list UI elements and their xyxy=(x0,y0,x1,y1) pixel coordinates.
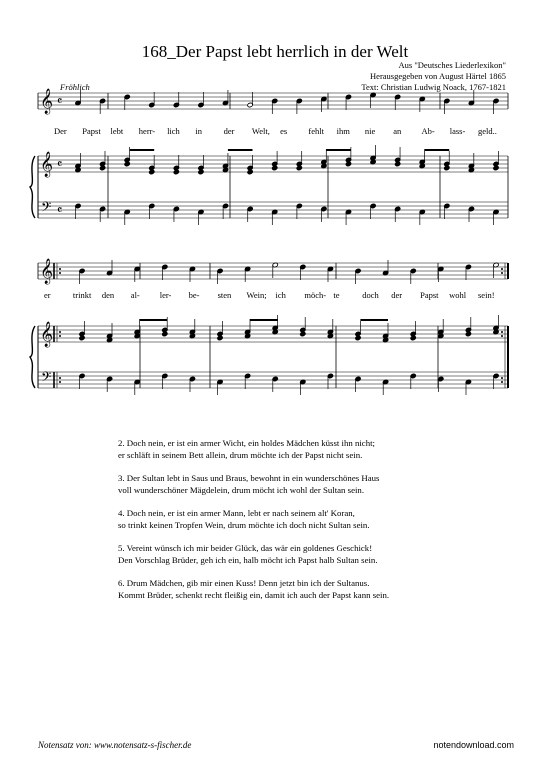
verse-line: 2. Doch nein, er ist ein armer Wicht, ein holdes Mädchen küsst ihn nicht; xyxy=(118,438,375,448)
footer-site: notendownload.com xyxy=(433,740,514,750)
verse-line: 5. Vereint wünsch ich mir beider Glück, das wär ein goldenes Geschick! xyxy=(118,543,373,553)
treble-note xyxy=(149,169,155,174)
treble-note xyxy=(247,169,253,174)
repeat-dot xyxy=(501,331,503,333)
repeat-dot xyxy=(501,335,503,337)
footer-engraver: Notensatz von: www.notensatz-s-fischer.de xyxy=(38,740,192,750)
lyric-syllable: lich xyxy=(167,126,180,136)
lyric-syllable: Welt, xyxy=(251,126,270,136)
treble-note xyxy=(465,331,471,336)
lyric-syllable: be- xyxy=(188,290,200,300)
lyric-syllable: der xyxy=(391,290,403,300)
treble-note xyxy=(444,165,450,170)
lyric-syllable: te xyxy=(333,290,340,300)
source-credit: Aus "Deutsches Liederlexikon" xyxy=(398,60,506,70)
text-author-credit: Text: Christian Ludwig Noack, 1767-1821 xyxy=(361,82,506,92)
lyric-syllable: lebt xyxy=(110,126,124,136)
grand-staff-brace xyxy=(30,156,35,218)
verse-2 xyxy=(118,437,389,461)
lyric-syllable: doch xyxy=(362,290,379,300)
lyric-syllable: Wein; xyxy=(246,290,267,300)
repeat-dot xyxy=(59,381,61,383)
lyric-syllable: sein! xyxy=(478,290,495,300)
treble-note xyxy=(410,335,416,340)
lyric-syllable: ler- xyxy=(159,290,172,300)
verse-line: Kommt Brüder, schenkt recht fleißig ein, damit ich auch der Papst kann sein. xyxy=(118,590,390,600)
verse-3 xyxy=(118,472,389,496)
treble-note xyxy=(217,335,223,340)
repeat-dot xyxy=(59,272,61,274)
lyric-syllable: er xyxy=(44,290,51,300)
lyric-syllable: al- xyxy=(130,290,140,300)
lyric-syllable: ich xyxy=(275,290,286,300)
editor-credit: Herausgegeben von August Härtel 1865 xyxy=(370,71,506,81)
treble-note xyxy=(296,165,302,170)
lyric-syllable: wohl xyxy=(449,290,467,300)
lyric-syllable: es xyxy=(280,126,288,136)
lyric-syllable: Der xyxy=(54,126,67,136)
treble-note xyxy=(493,165,499,170)
treble-note xyxy=(345,161,351,166)
verse-5 xyxy=(118,542,389,566)
verse-line: er schläft in seinem Bett allein, drum möchte ich der Papst nicht sein. xyxy=(118,450,363,460)
treble-note xyxy=(124,161,130,166)
lyric-syllable: lass- xyxy=(449,126,466,136)
verse-line: so trinkt keinen Tropfen Wein, drum möchte ich doch nicht Sultan sein. xyxy=(118,520,370,530)
repeat-dot xyxy=(501,272,503,274)
lyric-syllable: an xyxy=(393,126,402,136)
lyric-syllable: sten xyxy=(217,290,232,300)
bass-clef: 𝄢 xyxy=(41,199,52,218)
common-time: 𝄴 xyxy=(57,157,63,171)
lyric-syllable: der xyxy=(223,126,235,136)
treble-note xyxy=(355,335,361,340)
treble-note xyxy=(198,169,204,174)
repeat-dot xyxy=(501,268,503,270)
verse-line: 4. Doch nein, er ist ein armer Mann, lebt er nach seinem alt' Koran, xyxy=(118,508,355,518)
page-title: 168_Der Papst lebt herrlich in der Welt xyxy=(141,42,409,61)
treble-clef: 𝄞 xyxy=(40,152,54,177)
treble-note xyxy=(395,161,401,166)
verses xyxy=(118,437,389,612)
lyric-syllable: Papst xyxy=(420,290,439,300)
lyric-syllable: Papst xyxy=(82,126,101,136)
common-time: 𝄴 xyxy=(57,94,63,108)
grand-staff-brace xyxy=(30,326,35,388)
lyric-syllable: möch- xyxy=(304,290,327,300)
treble-clef: 𝄞 xyxy=(40,259,54,284)
repeat-dot xyxy=(501,377,503,379)
lyric-syllable: ihm xyxy=(336,126,350,136)
repeat-dot xyxy=(501,381,503,383)
treble-note xyxy=(272,165,278,170)
lyric-syllable: herr- xyxy=(138,126,156,136)
treble-clef: 𝄞 xyxy=(40,322,54,347)
lyric-syllable: fehlt xyxy=(308,126,324,136)
lyric-syllable: trinkt xyxy=(72,290,92,300)
repeat-dot xyxy=(59,331,61,333)
verse-6 xyxy=(118,577,389,601)
verse-line: 3. Der Sultan lebt in Saus und Braus, bewohnt in ein wunderschönes Haus xyxy=(118,473,380,483)
verse-line: Den Vorschlag Brüder, geh ich ein, halb möcht ich Papst halb Sultan sein. xyxy=(118,555,378,565)
bass-clef: 𝄢 xyxy=(41,369,52,388)
treble-note xyxy=(79,335,85,340)
verse-4 xyxy=(118,507,389,531)
repeat-dot xyxy=(59,377,61,379)
verse-line: 6. Drum Mädchen, gib mir einen Kuss! Denn jetzt bin ich der Sultanus. xyxy=(118,578,370,588)
treble-note xyxy=(300,331,306,336)
treble-clef: 𝄞 xyxy=(40,89,54,114)
treble-note xyxy=(99,165,105,170)
lyric-syllable: geld.. xyxy=(478,126,497,136)
verse-line: voll wunderschöner Mägdelein, drum möcht ich wohl der Sultan sein. xyxy=(118,485,365,495)
lyric-syllable: in xyxy=(195,126,202,136)
treble-note xyxy=(162,331,168,336)
lyric-syllable: den xyxy=(101,290,115,300)
repeat-dot xyxy=(59,335,61,337)
tempo-marking: Fröhlich xyxy=(60,82,90,92)
lyric-syllable: Ab- xyxy=(421,126,435,136)
lyric-syllable: nie xyxy=(364,126,376,136)
common-time: 𝄴 xyxy=(57,203,63,217)
treble-note xyxy=(173,169,179,174)
repeat-dot xyxy=(59,268,61,270)
